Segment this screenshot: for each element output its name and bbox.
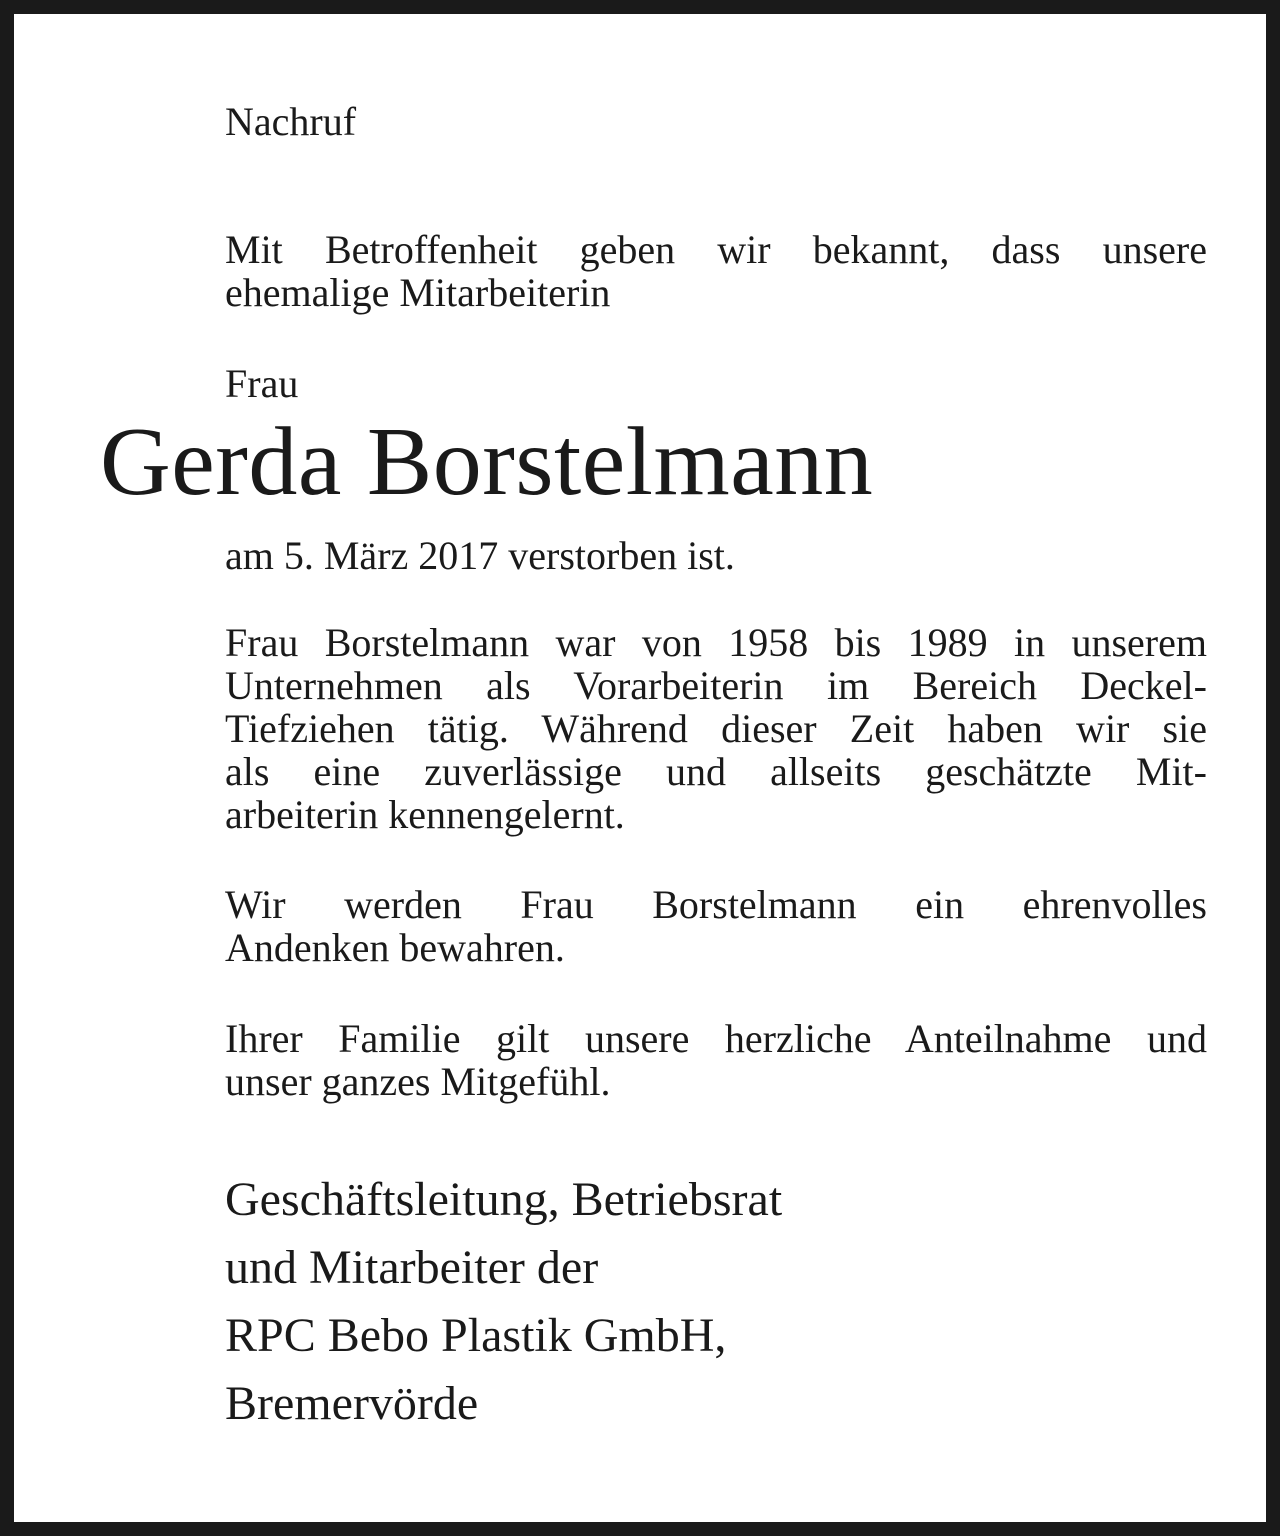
honour-paragraph	[225, 883, 1207, 969]
condolence-line: unser ganzes Mitgefühl.	[225, 1059, 611, 1104]
date-line: am 5. März 2017 verstorben ist.	[225, 533, 735, 578]
career-line: Frau Borstelmann war von 1958 bis 1989 in unserem	[225, 620, 1207, 665]
career-line: Unternehmen als Vorarbeiterin im Bereich Deckel-	[225, 663, 1207, 708]
career-line: arbeiterin kennengelernt.	[225, 792, 625, 837]
signature-line: und Mitarbeiter der	[225, 1241, 599, 1294]
condolence-paragraph	[225, 1017, 1207, 1103]
deceased-name: Gerda Borstelmann	[100, 408, 874, 516]
intro-line: ehemalige Mitarbeiterin	[225, 270, 611, 315]
intro-paragraph	[225, 228, 1207, 314]
intro-line: Mit Betroffenheit geben wir bekannt, dass unsere	[225, 227, 1207, 272]
signature-line: Geschäftsleitung, Betriebsrat	[225, 1173, 783, 1226]
honour-line: Wir werden Frau Borstelmann ein ehrenvolles	[225, 882, 1207, 927]
signature-line: RPC Bebo Plastik GmbH,	[225, 1309, 727, 1362]
signature-line: Bremervörde	[225, 1377, 479, 1430]
career-paragraph	[225, 621, 1207, 836]
date-of-death	[225, 534, 1207, 577]
career-line: Tiefziehen tätig. Während dieser Zeit haben wir sie	[225, 706, 1207, 751]
condolence-line: Ihrer Familie gilt unsere herzliche Anteilnahme und	[225, 1016, 1207, 1061]
honour-line: Andenken bewahren.	[225, 925, 565, 970]
salutation: Frau	[225, 361, 299, 406]
career-line: als eine zuverlässige und allseits geschätzte Mit-	[225, 749, 1207, 794]
signature-block	[225, 1166, 782, 1438]
notice-heading: Nachruf	[225, 99, 357, 144]
